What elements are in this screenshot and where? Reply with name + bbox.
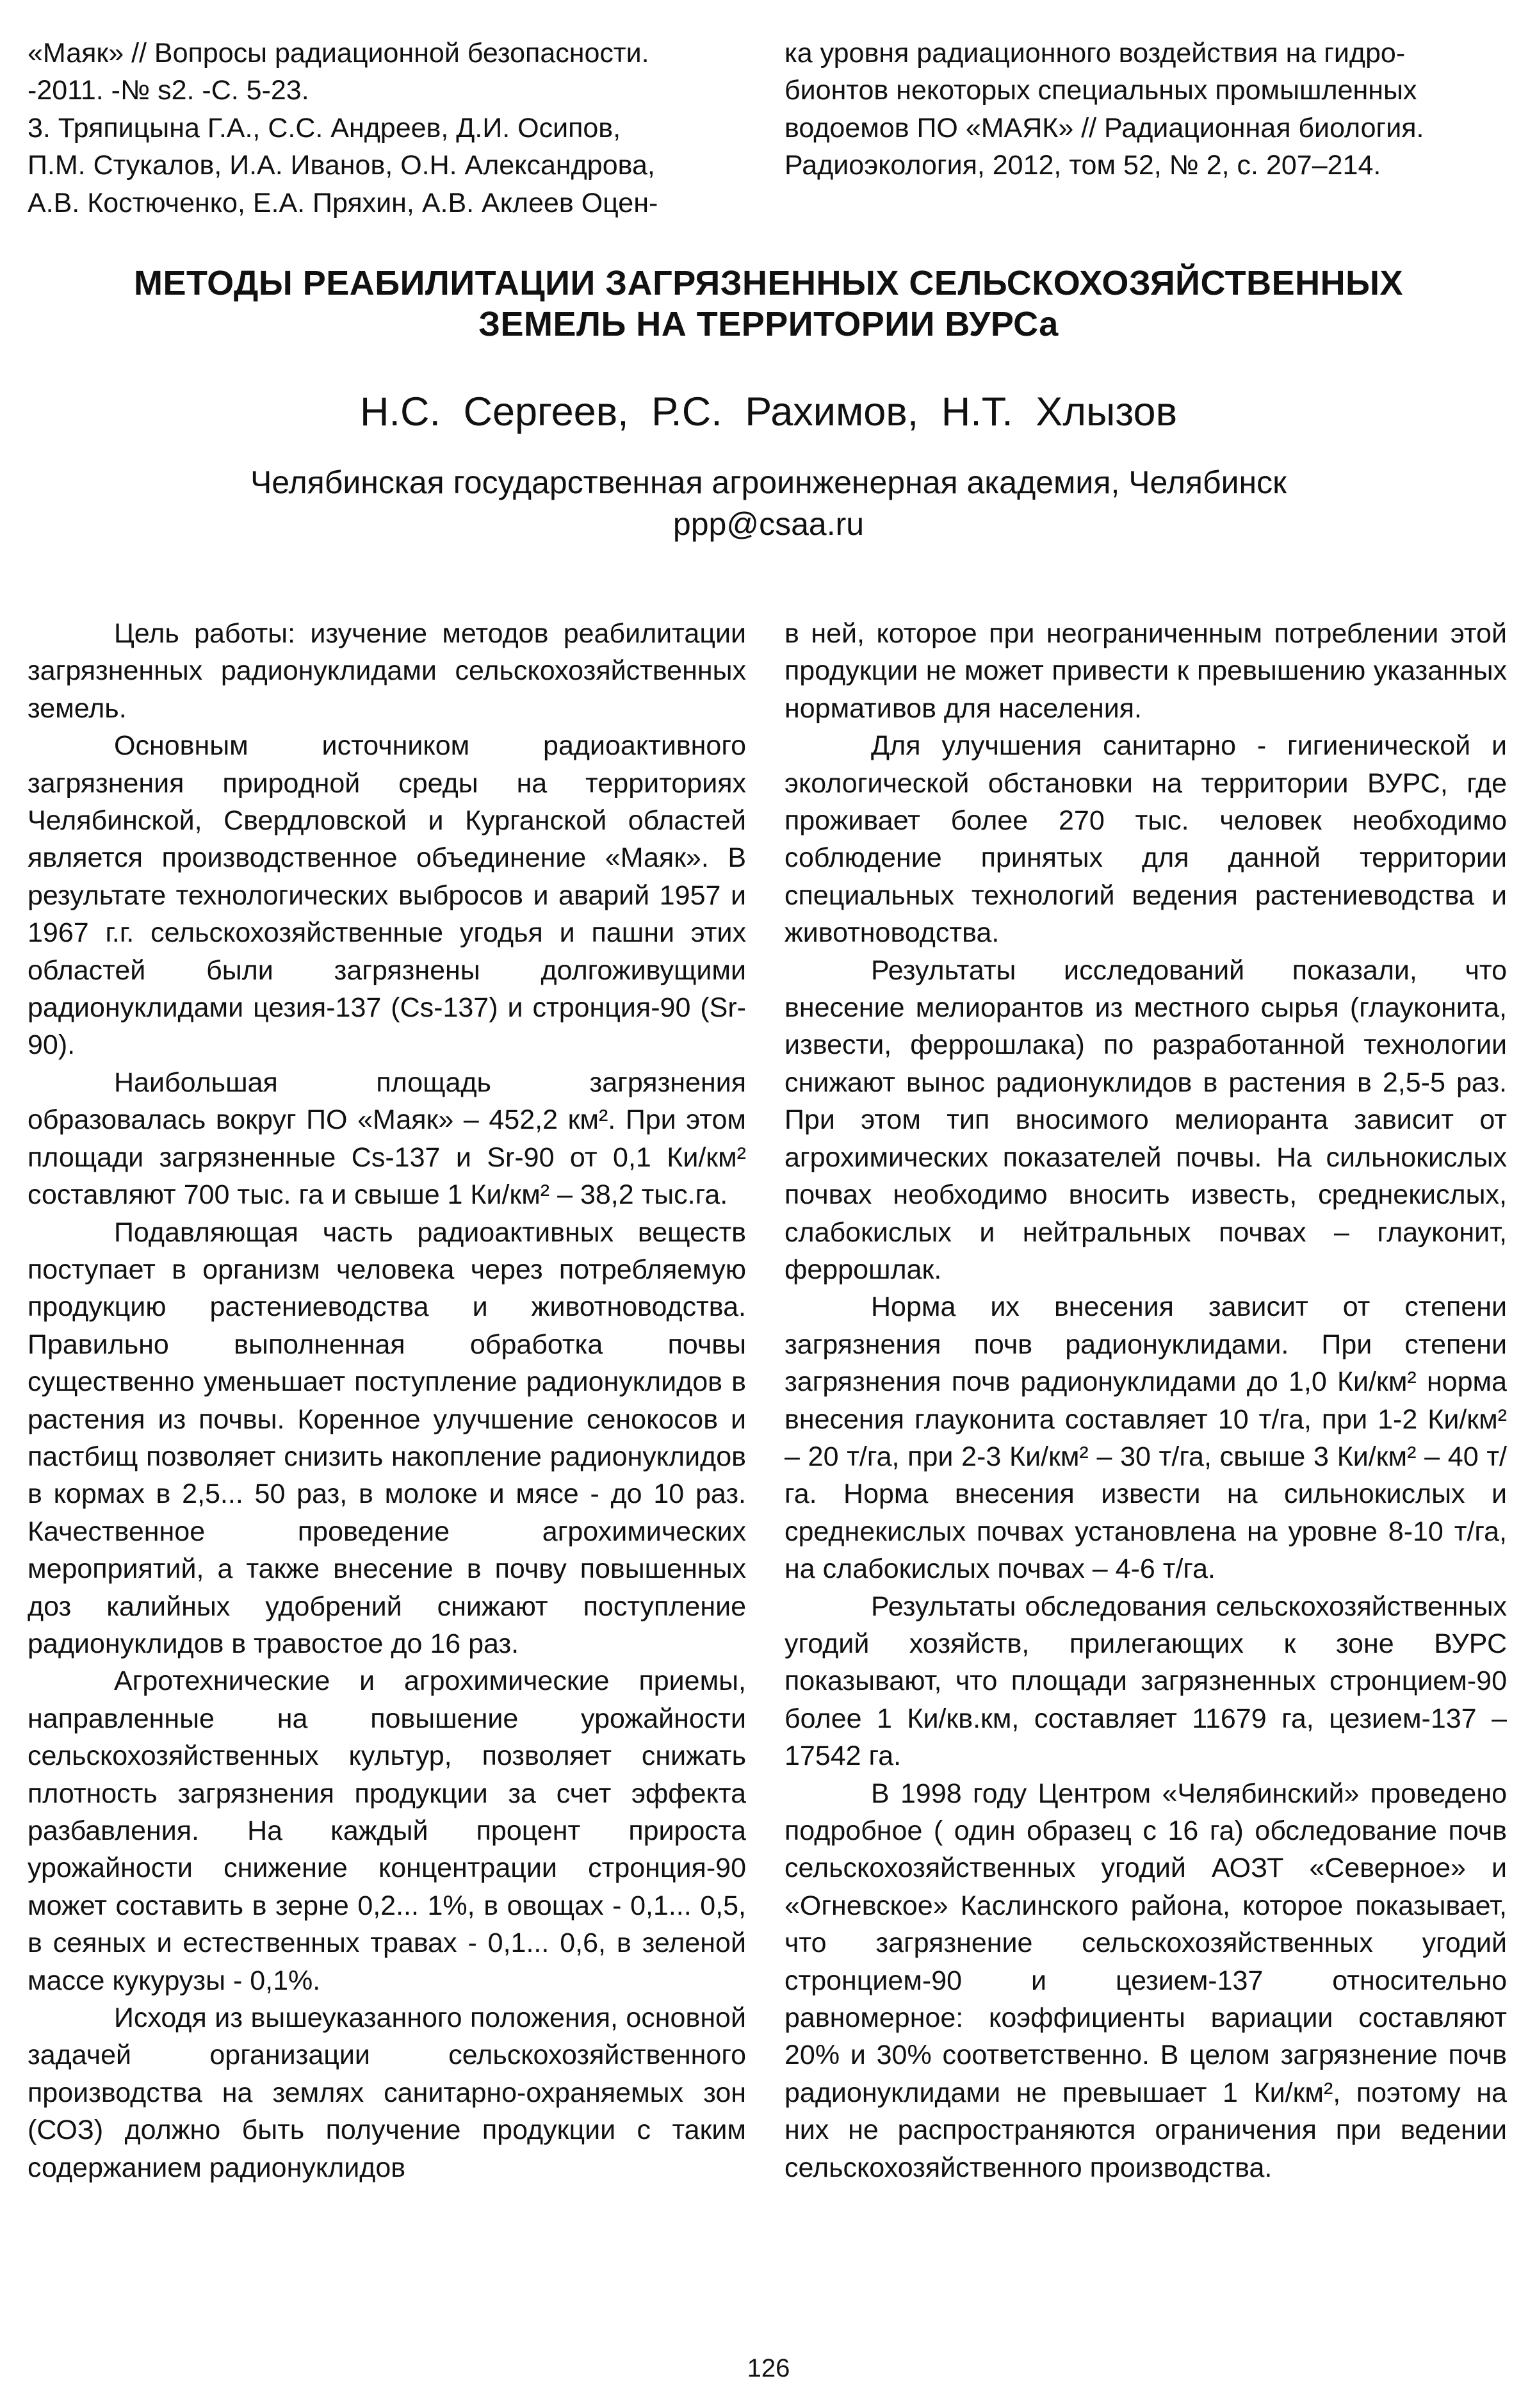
body-paragraph: Для улучшения санитарно - гигиенической и экологической обстановки на территории ВУРС, где проживает более 270 тыс. человек необходимо соблюдение принятых для данной территории специальных технологий ведения растениеводства и животноводства. xyxy=(785,730,1507,949)
body-right-column xyxy=(785,615,1507,2186)
body-paragraph: В 1998 году Центром «Челябинский» проведено подробное ( один образец с 16 га) обследование почв сельскохозяйственных угодий АОЗТ «Северное» и «Огневское» Каслинского района, которое показывает, что загрязнение сельскохозяйственных угодий стронцием-90 и цезием-137 относительно равномерное: коэффициенты вариации составляют 20% и 30% соответственно. В целом загрязнение почв радионуклидами не превышает 1 Ки/км², поэтому на них не распространяются ограничения при ведении сельскохозяйственного производства. xyxy=(785,1778,1507,2183)
article-affiliation: Челябинская государственная агроинженерная академия, Челябинск xyxy=(250,464,1287,500)
article-title xyxy=(38,263,1499,345)
reference-line: 3. Тряпицына Г.А., С.С. Андреев, Д.И. Осипов, xyxy=(28,112,621,143)
body-paragraph: Агротехнические и агрохимические приемы, направленные на повышение урожайности сельскохозяйственных культур, позволяет снижать плотность загрязнения продукции за счет эффекта разбавления. На каждый процент прироста урожайности снижение концентрации стронция-90 может составить в зерне 0,2... 1%, в овощах - 0,1... 0,5, в сеяных и естественных травах - 0,1... 0,6, в зеленой массе кукурузы - 0,1%. xyxy=(28,1666,746,1996)
body-paragraph: в ней, которое при неограниченным потреблении этой продукции не может привести к превышению указанных нормативов для населения. xyxy=(785,618,1507,724)
reference-line: П.М. Стукалов, И.А. Иванов, О.Н. Александрова, xyxy=(28,150,655,181)
reference-line: «Маяк» // Вопросы радиационной безопасности. xyxy=(28,38,649,69)
reference-line: ка уровня радиационного воздействия на гидро- xyxy=(785,38,1406,69)
body-paragraph: Подавляющая часть радиоактивных веществ поступает в организм человека через потребляемую продукцию растениеводства и животноводства. Правильно выполненная обработка почвы существенно уменьшает поступление радионуклидов в растения из почвы. Коренное улучшение сенокосов и пастбищ позволяет снизить накопление радионуклидов в кормах в 2,5... 50 раз, в молоке и мясе - до 10 раз. Качественное проведение агрохимических мероприятий, а также внесение в почву повышенных доз калийных удобрений снижают поступление радионуклидов в травостое до 16 раз. xyxy=(28,1216,746,1659)
body-paragraph: Основным источником радиоактивного загрязнения природной среды на территориях Челябинской, Свердловской и Курганской областей является производственное объединение «Маяк». В результате технологических выбросов и аварий 1957 и 1967 г.г. сельскохозяйственные угодья и пашни этих областей были загрязнены долгоживущими радионуклидами цезия-137 (Cs-137) и стронция-90 (Sr-90). xyxy=(28,730,746,1061)
references-left-column xyxy=(28,35,746,222)
reference-line: -2011. -№ s2. -С. 5-23. xyxy=(28,75,309,106)
body-paragraph: Результаты обследования сельскохозяйственных угодий хозяйств, прилегающих к зоне ВУРС показывают, что площади загрязненных стронцием-90 более 1 Ки/кв.км, составляет 11679 га, цезием-137 – 17542 га. xyxy=(785,1591,1507,1772)
body-paragraph: Норма их внесения зависит от степени загрязнения почв радионуклидами. При степени загрязнения почв радионуклидами до 1,0 Ки/км² норма внесения глауконита составляет 10 т/га, при 1-2 Ки/км² – 20 т/га, при 2-3 Ки/км² – 30 т/га, свыше 3 Ки/км² – 40 т/га. Норма внесения извести на сильнокислых и среднекислых почвах установлена на уровне 8-10 т/га, на слабокислых почвах – 4-6 т/га. xyxy=(785,1291,1507,1585)
body-paragraph: Результаты исследований показали, что внесение мелиорантов из местного сырья (глауконита, извести, феррошлака) по разработанной технологии снижают вынос радионуклидов в растения в 2,5-5 раз. При этом тип вносимого мелиоранта зависит от агрохимических показателей почвы. На сильнокислых почвах необходимо вносить известь, среднекислых, слабокислых и нейтральных почвах – глауконит, феррошлак. xyxy=(785,954,1507,1285)
body-paragraph: Исходя из вышеуказанного положения, основной задачей организации сельскохозяйственного производства на землях санитарно-охраняемых зон (СОЗ) должно быть получение продукции с таким содержанием радионуклидов xyxy=(28,2003,746,2183)
reference-line: водоемов ПО «МАЯК» // Радиационная биология. xyxy=(785,112,1424,143)
article-authors: Н.С. Сергеев, Р.С. Рахимов, Н.Т. Хлызов xyxy=(359,389,1178,434)
reference-line: А.В. Костюченко, Е.А. Пряхин, А.В. Аклеев Оцен- xyxy=(28,187,658,218)
article-title-line-2: ЗЕМЕЛЬ НА ТЕРРИТОРИИ ВУРСа xyxy=(478,305,1059,343)
body-left-column xyxy=(28,615,746,2186)
body-paragraph: Наибольшая площадь загрязнения образовалась вокруг ПО «Маяк» – 452,2 км². При этом площади загрязненные Cs-137 и Sr-90 от 0,1 Ки/км² составляют 700 тыс. га и свыше 1 Ки/км² – 38,2 тыс.га. xyxy=(28,1067,746,1211)
page-number: 126 xyxy=(747,2354,790,2382)
references-right-column xyxy=(785,35,1507,184)
article-email: ppp@csaa.ru xyxy=(672,506,865,542)
body-paragraph: Цель работы: изучение методов реабилитации загрязненных радионуклидами сельскохозяйственных земель. xyxy=(28,618,746,724)
reference-line: бионтов некоторых специальных промышленных xyxy=(785,75,1417,106)
reference-line: Радиоэкология, 2012, том 52, № 2, с. 207–214. xyxy=(785,150,1381,181)
article-title-line-1: МЕТОДЫ РЕАБИЛИТАЦИИ ЗАГРЯЗНЕННЫХ СЕЛЬСКОХОЗЯЙСТВЕННЫХ xyxy=(134,264,1403,302)
